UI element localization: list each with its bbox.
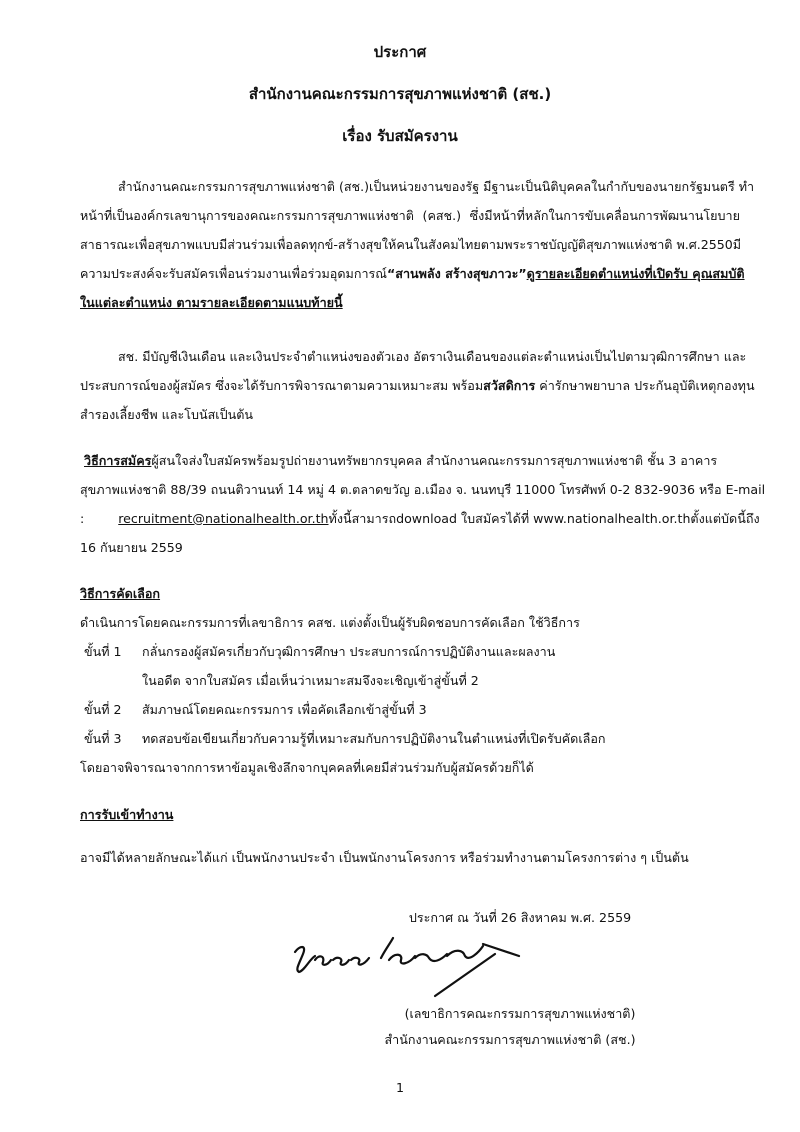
- apply-colon: :: [80, 511, 85, 526]
- email-link[interactable]: recruitment@nationalhealth.or.th: [118, 511, 329, 526]
- salary-line-2-text: ประสบการณ์ของผู้สมัคร ซึ่งจะได้รับการพิจารณาตามความเหมาะสม พร้อม: [80, 378, 484, 393]
- signatory-org: สำนักงานคณะกรรมการสุขภาพแห่งชาติ (สช.): [384, 1032, 636, 1047]
- selection-heading: วิธีการคัดเลือก: [80, 586, 161, 601]
- apply-line-2: สุขภาพแห่งชาติ 88/39 ถนนติวานนท์ 14 หมู่ 4 ต.ตลาดขวัญ อ.เมือง จ. นนทบุรี 11000 โทรศัพท์ 0-2 832-9036 หรือ E-mail: [80, 482, 766, 497]
- apply-line-1: [84, 452, 744, 470]
- step-label: ขั้นที่ 3: [84, 731, 122, 746]
- intro-line-5: [80, 294, 740, 312]
- announcement-heading: ประกาศ: [373, 43, 427, 61]
- salary-line-2-rest: ค่ารักษาพยาบาล ประกันอุบัติเหตุกองทุน: [535, 378, 755, 393]
- employment-heading: การรับเข้าทำงาน: [80, 807, 174, 822]
- intro-line-1: สำนักงานคณะกรรมการสุขภาพแห่งชาติ (สช.)เป็นหน่วยงานของรัฐ มีฐานะเป็นนิติบุคคลในกำกับของนายกรัฐมนตรี ทำ: [118, 179, 755, 194]
- selection-step-1-cont: [84, 672, 744, 690]
- selection-note: โดยอาจพิจารณาจากการหาข้อมูลเชิงลึกจากบุคคลที่เคยมีส่วนร่วมกับผู้สมัครด้วยก็ได้: [80, 760, 534, 775]
- salary-line-3: สำรองเลี้ยงชีพ และโบนัสเป็นต้น: [80, 407, 253, 422]
- employment-text: อาจมีได้หลายลักษณะได้แก่ เป็นพนักงานประจำ เป็นพนักงานโครงการ หรือร่วมทำงานตามโครงการต่าง ๆ เป็นต้น: [80, 850, 689, 865]
- organization-heading: สำนักงานคณะกรรมการสุขภาพแห่งชาติ (สช.): [248, 85, 552, 103]
- salary-line-1: สช. มีบัญชีเงินเดือน และเงินประจำตำแหน่งของตัวเอง อัตราเงินเดือนของแต่ละตำแหน่งเป็นไปตามวุฒิการศึกษา และ: [118, 349, 747, 364]
- signature-image: [285, 930, 535, 1010]
- step-label: ขั้นที่ 2: [84, 702, 122, 717]
- apply-line-3: [80, 510, 760, 528]
- subject-heading: เรื่อง รับสมัครงาน: [342, 127, 458, 145]
- employment-heading-row: [80, 806, 740, 824]
- selection-intro: ดำเนินการโดยคณะกรรมการที่เลขาธิการ คสช. แต่งตั้งเป็นผู้รับผิดชอบการคัดเลือก ใช้วิธีการ: [80, 615, 580, 630]
- step-label: ขั้นที่ 1: [84, 644, 122, 659]
- intro-line-4: [80, 265, 745, 283]
- positions-detail-link[interactable]: ดูรายละเอียดตำแหน่งที่เปิดรับ คุณสมบัติ: [526, 266, 745, 281]
- step-text: สัมภาษณ์โดยคณะกรรมการ เพื่อคัดเลือกเข้าสู่ขั้นที่ 3: [142, 702, 427, 717]
- intro-line-4-text: ความประสงค์จะรับสมัครเพื่อนร่วมงานเพื่อร่วมอุดมการณ์: [80, 266, 387, 281]
- intro-line-2: หน้าที่เป็นองค์กรเลขานุการของคณะกรรมการสุขภาพแห่งชาติ (คสช.) ซึ่งมีหน้าที่หลักในการขับเคลื่อนการพัฒนานโยบาย: [80, 208, 740, 223]
- page-number: 1: [395, 1080, 404, 1095]
- selection-step-2: [84, 701, 744, 719]
- step-text: ทดสอบข้อเขียนเกี่ยวกับความรู้ที่เหมาะสมกับการปฏิบัติงานในตำแหน่งที่เปิดรับคัดเลือก: [142, 731, 606, 746]
- apply-line-3-text: ทั้งนี้สามารถdownload ใบสมัครได้ที่ www.nationalhealth.or.thตั้งแต่บัดนี้ถึง: [328, 511, 760, 526]
- step-text: ในอดีต จากใบสมัคร เมื่อเห็นว่าเหมาะสมจึงจะเชิญเข้าสู่ขั้นที่ 2: [142, 673, 479, 688]
- step-text: กลั่นกรองผู้สมัครเกี่ยวกับวุฒิการศึกษา ประสบการณ์การปฏิบัติงานและผลงาน: [142, 644, 556, 659]
- apply-deadline: 16 กันยายน 2559: [80, 540, 183, 555]
- positions-detail-link-cont[interactable]: ในแต่ละตำแหน่ง ตามรายละเอียดตามแนบท้ายนี้: [80, 295, 343, 310]
- announce-date: ประกาศ ณ วันที่ 26 สิงหาคม พ.ศ. 2559: [408, 910, 632, 925]
- slogan: “สานพลัง สร้างสุขภาวะ”: [386, 266, 527, 281]
- selection-step-1: [84, 643, 744, 661]
- selection-step-3: [84, 730, 744, 748]
- intro-line-3: สาธารณะเพื่อสุขภาพแบบมีส่วนร่วมเพื่อลดทุกข์-สร้างสุขให้คนในสังคมไทยตามพระราชบัญญัติสุขภาพแห่งชาติ พ.ศ.2550มี: [80, 237, 742, 252]
- apply-heading: วิธีการสมัคร: [84, 453, 152, 468]
- selection-heading-row: [80, 585, 740, 603]
- apply-line-1-text: ผู้สนใจส่งใบสมัครพร้อมรูปถ่ายงานทรัพยากรบุคคล สำนักงานคณะกรรมการสุขภาพแห่งชาติ ชั้น 3 อาคาร: [151, 453, 718, 468]
- salary-line-2: [80, 377, 755, 395]
- signatory-title: (เลขาธิการคณะกรรมการสุขภาพแห่งชาติ): [404, 1006, 636, 1021]
- welfare-label: สวัสดิการ: [483, 378, 536, 393]
